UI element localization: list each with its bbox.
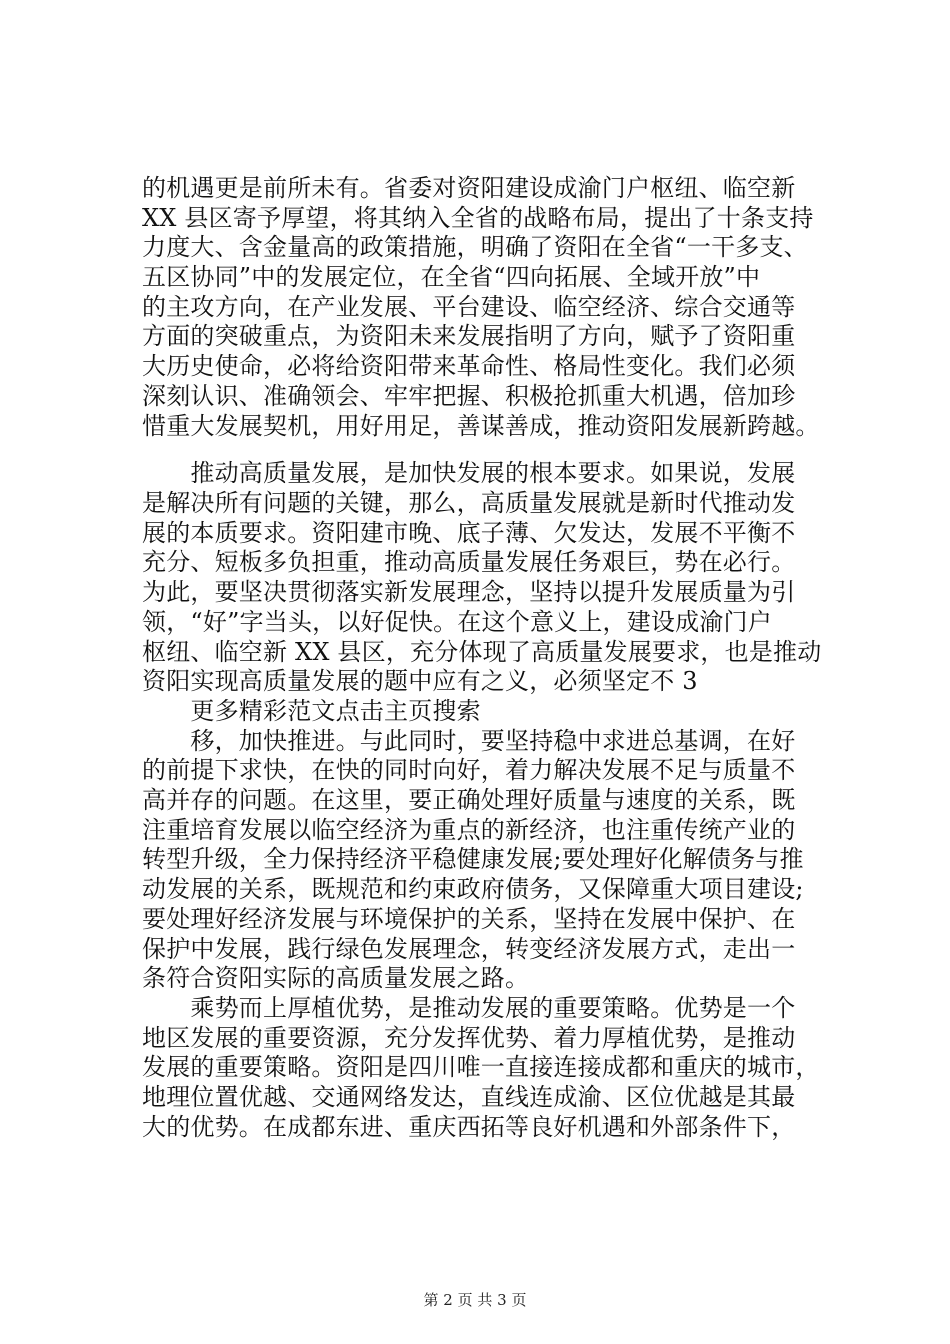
text-line: XX 县区寄予厚望，将其纳入全省的战略布局，提出了十条支持 [142, 204, 814, 232]
text-line: 注重培育发展以临空经济为重点的新经济，也注重传统产业的 [142, 816, 796, 844]
text-line: 资阳实现高质量发展的题中应有之义，必须坚定不 3 [142, 667, 698, 695]
text-line: 充分、短板多负担重，推动高质量发展任务艰巨，势在必行。 [142, 548, 796, 576]
text-line: 动发展的关系，既规范和约束政府债务，又保障重大项目建设; [142, 875, 804, 903]
text-line: 推动高质量发展，是加快发展的根本要求。如果说，发展 [142, 459, 796, 487]
text-line: 地理位置优越、交通网络发达，直线连成渝、区位优越是其最 [142, 1083, 796, 1111]
text-line: 方面的突破重点，为资阳未来发展指明了方向，赋予了资阳重 [142, 322, 796, 350]
text-line: 的前提下求快，在快的同时向好，着力解决发展不足与质量不 [142, 756, 796, 784]
text-line: 是解决所有问题的关键，那么，高质量发展就是新时代推动发 [142, 489, 796, 517]
text-line: 的主攻方向，在产业发展、平台建设、临空经济、综合交通等 [142, 293, 796, 321]
text-line: 高并存的问题。在这里，要正确处理好质量与速度的关系，既 [142, 786, 796, 814]
text-line: 五区协同”中的发展定位，在全省“四向拓展、全域开放”中 [142, 263, 761, 291]
page-footer: 第 2 页 共 3 页 [423, 1291, 527, 1309]
text-line: 枢纽、临空新 XX 县区，充分体现了高质量发展要求，也是推动 [142, 638, 822, 666]
text-line: 乘势而上厚植优势，是推动发展的重要策略。优势是一个 [142, 994, 796, 1022]
text-line: 保护中发展，践行绿色发展理念，转变经济发展方式，走出一 [142, 935, 796, 963]
text-line: 深刻认识、准确领会、牢牢把握、积极抢抓重大机遇，倍加珍 [142, 382, 796, 410]
text-line: 展的本质要求。资阳建市晚、底子薄、欠发达，发展不平衡不 [142, 519, 796, 547]
text-line: 条符合资阳实际的高质量发展之路。 [142, 964, 530, 992]
text-line: 大的优势。在成都东进、重庆西拓等良好机遇和外部条件下， [142, 1113, 796, 1141]
text-line: 要处理好经济发展与环境保护的关系，坚持在发展中保护、在 [142, 905, 796, 933]
text-line: 为此，要坚决贯彻落实新发展理念，坚持以提升发展质量为引 [142, 578, 796, 606]
text-line: 大历史使命，必将给资阳带来革命性、格局性变化。我们必须 [142, 352, 796, 380]
text-line: 力度大、含金量高的政策措施，明确了资阳在全省“一干多支、 [142, 233, 808, 261]
text-line: 移，加快推进。与此同时，要坚持稳中求进总基调，在好 [142, 727, 796, 755]
text-line: 的机遇更是前所未有。省委对资阳建设成渝门户枢纽、临空新 [142, 174, 796, 202]
text-line: 转型升级，全力保持经济平稳健康发展;要处理好化解债务与推 [142, 845, 804, 873]
text-line: 领，“好”字当头，以好促快。在这个意义上，建设成渝门户 [142, 608, 772, 636]
text-line: 惜重大发展契机，用好用足，善谋善成，推动资阳发展新跨越。 [142, 412, 820, 440]
text-line: 更多精彩范文点击主页搜索 [142, 697, 481, 725]
text-line: 地区发展的重要资源，充分发挥优势、着力厚植优势，是推动 [142, 1024, 796, 1052]
text-line: 发展的重要策略。资阳是四川唯一直接连接成都和重庆的城市， [142, 1053, 820, 1081]
